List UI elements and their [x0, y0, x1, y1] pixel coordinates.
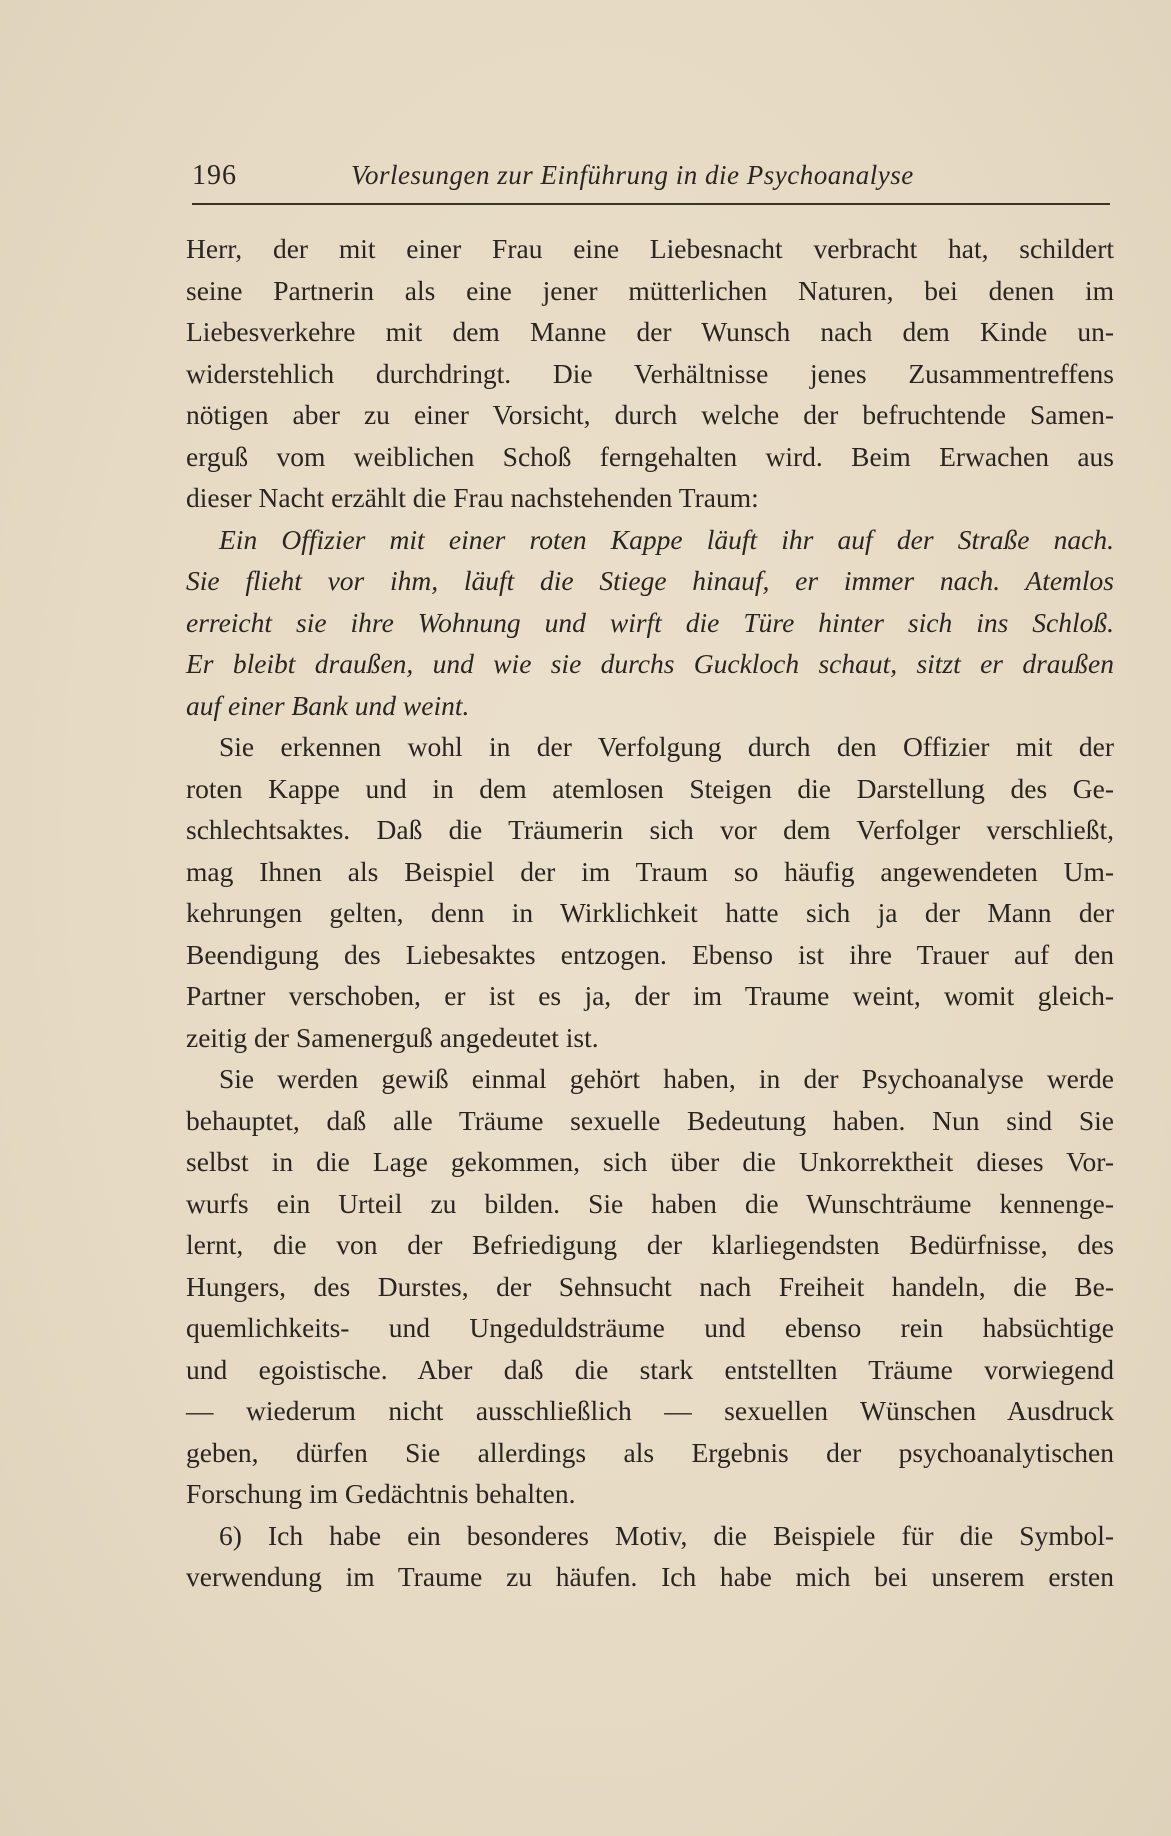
text-line: Beendigung des Liebesaktes entzogen. Ebenso ist ihre Trauer auf den: [186, 938, 1114, 970]
text-line: erreicht sie ihre Wohnung und wirft die Türe hinter sich ins Schloß.: [186, 606, 1114, 638]
text-line: nötigen aber zu einer Vorsicht, durch welche der befruchtende Samen-: [186, 399, 1114, 430]
text-line: Forschung im Gedächtnis behalten.: [186, 1478, 576, 1509]
text-line: Sie erkennen wohl in der Verfolgung durch den Offizier mit der: [219, 731, 1114, 762]
text-line: Hungers, des Durstes, der Sehnsucht nach Freiheit handeln, die Be-: [186, 1270, 1114, 1302]
text-line: behauptet, daß alle Träume sexuelle Bedeutung haben. Nun sind Sie: [186, 1104, 1114, 1136]
text-line: Ein Offizier mit einer roten Kappe läuft ihr auf der Straße nach.: [219, 523, 1114, 555]
header-rule: [192, 203, 1110, 205]
text-line: Er bleibt draußen, und wie sie durchs Guckloch schaut, sitzt er draußen: [186, 648, 1114, 679]
text-line: seine Partnerin als eine jener mütterlichen Naturen, bei denen im: [186, 274, 1114, 306]
text-line: wurfs ein Urteil zu bilden. Sie haben die Wunschträume kennenge-: [186, 1187, 1114, 1219]
paragraph: [186, 228, 1114, 519]
text-line: geben, dürfen Sie allerdings als Ergebnis der psychoanalytischen: [186, 1436, 1114, 1468]
text-line: und egoistische. Aber daß die stark entstellten Träume vorwiegend: [186, 1353, 1114, 1385]
text-line: kehrungen gelten, denn in Wirklichkeit hatte sich ja der Mann der: [186, 897, 1114, 928]
text-line: quemlichkeits- und Ungeduldsträume und ebenso rein habsüchtige: [186, 1312, 1114, 1343]
text-line: zeitig der Samenerguß angedeutet ist.: [186, 1021, 599, 1053]
body-text: [186, 228, 1114, 1598]
page-header: [192, 160, 1110, 202]
text-line: erguß vom weiblichen Schoß ferngehalten wird. Beim Erwachen aus: [186, 440, 1114, 472]
text-line: dieser Nacht erzählt die Frau nachstehenden Traum:: [186, 482, 759, 513]
text-line: — wiederum nicht ausschließlich — sexuellen Wünschen Ausdruck: [186, 1395, 1114, 1426]
text-line: mag Ihnen als Beispiel der im Traum so häufig angewendeten Um-: [186, 855, 1114, 887]
paragraph: [186, 726, 1114, 1058]
text-line: verwendung im Traume zu häufen. Ich habe mich bei unserem ersten: [186, 1561, 1114, 1592]
text-line: widerstehlich durchdringt. Die Verhältnisse jenes Zusammentreffens: [186, 357, 1114, 389]
text-line: Herr, der mit einer Frau eine Liebesnacht verbracht hat, schildert: [186, 233, 1114, 264]
running-head: Vorlesungen zur Einführung in die Psychoanalyse: [351, 160, 914, 190]
text-line: selbst in die Lage gekommen, sich über die Unkorrektheit dieses Vor-: [186, 1146, 1114, 1177]
text-line: 6) Ich habe ein besonderes Motiv, die Beispiele für die Symbol-: [219, 1519, 1114, 1551]
text-line: schlechtsaktes. Daß die Träumerin sich vor dem Verfolger verschließt,: [186, 814, 1114, 845]
text-line: Sie werden gewiß einmal gehört haben, in der Psychoanalyse werde: [219, 1063, 1114, 1094]
paragraph: [186, 1515, 1114, 1598]
text-line: Liebesverkehre mit dem Manne der Wunsch nach dem Kinde un-: [186, 316, 1114, 347]
text-line: auf einer Bank und weint.: [186, 689, 470, 721]
page-number: 196: [192, 160, 237, 191]
text-line: Partner verschoben, er ist es ja, der im Traume weint, womit gleich-: [186, 980, 1114, 1011]
paragraph: [186, 1058, 1114, 1515]
text-line: lernt, die von der Befriedigung der klarliegendsten Bedürfnisse, des: [186, 1229, 1114, 1260]
text-line: roten Kappe und in dem atemlosen Steigen die Darstellung des Ge-: [186, 772, 1114, 804]
text-line: Sie flieht vor ihm, läuft die Stiege hinauf, er immer nach. Atemlos: [186, 565, 1114, 596]
dream-quote: [186, 519, 1114, 727]
